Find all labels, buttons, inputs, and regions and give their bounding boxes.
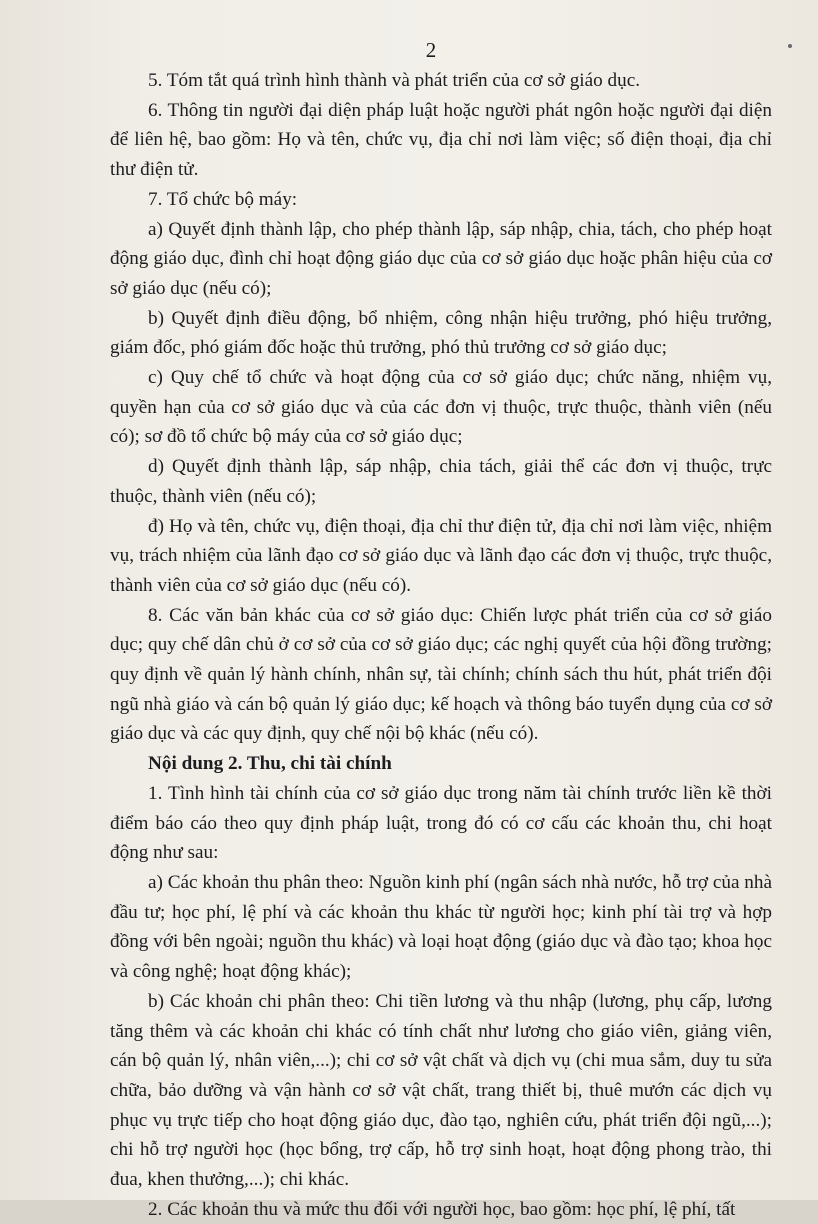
paragraph-8: 8. Các văn bản khác của cơ sở giáo dục: Chiến lược phát triển của cơ sở giáo dục; quy chế dân chủ ở cơ sở của cơ sở giáo dục; các nghị quyết của hội đồng trường; quy định về quản lý hành chính, nhân sự, tài chính; chính sách thu hút, phát triển đội ngũ nhà giáo và cán bộ quản lý giáo dục; kế hoạch và thông báo tuyển dụng của cơ sở giáo dục và các quy định, quy chế nội bộ khác (nếu có). bbox=[110, 604, 772, 745]
paragraph-7: 7. Tổ chức bộ máy: bbox=[148, 188, 298, 210]
paragraph-s2-1a: a) Các khoản thu phân theo: Nguồn kinh phí (ngân sách nhà nước, hỗ trợ của nhà đầu tư; học phí, lệ phí và các khoản thu khác từ người học; kinh phí tài trợ và hợp đồng với bên ngoài; nguồn thu khác) và loại hoạt động (giáo dục và đào tạo; khoa học và công nghệ; hoạt động khác); bbox=[110, 871, 772, 983]
paragraph-7a: a) Quyết định thành lập, cho phép thành lập, sáp nhập, chia, tách, cho phép hoạt động giáo dục, đình chỉ hoạt động giáo dục của cơ sở giáo dục hoặc phân hiệu của cơ sở giáo dục (nếu có); bbox=[110, 218, 772, 299]
page-number: 2 bbox=[425, 38, 437, 62]
paragraph-s2-1b: b) Các khoản chi phân theo: Chi tiền lương và thu nhập (lương, phụ cấp, lương tăng thêm và các khoản chi khác có tính chất như lương cho giáo viên, giảng viên, cán bộ quản lý, nhân viên,...); chi cơ sở vật chất và dịch vụ (chi mua sắm, duy tu sửa chữa, bảo dưỡng và vận hành cơ sở vật chất, trang thiết bị, thuê mướn các dịch vụ phục vụ trực tiếp cho hoạt động giáo dục, đào tạo, nghiên cứu, phát triển đội ngũ,...); chi hỗ trợ người học (học bổng, trợ cấp, hỗ trợ sinh hoạt, hoạt động phong trào, thi đua, khen thưởng,...); chi khác. bbox=[110, 990, 772, 1191]
paragraph-7d: d) Quyết định thành lập, sáp nhập, chia tách, giải thể các đơn vị thuộc, trực thuộc, thành viên (nếu có); bbox=[110, 456, 772, 507]
paragraph-s2-2: 2. Các khoản thu và mức thu đối với người học, bao gồm: học phí, lệ phí, tất bbox=[148, 1198, 736, 1220]
paragraph-5: 5. Tóm tắt quá trình hình thành và phát triển của cơ sở giáo dục. bbox=[148, 70, 641, 91]
section-heading-2: Nội dung 2. Thu, chi tài chính bbox=[148, 753, 392, 775]
paragraph-s2-1: 1. Tình hình tài chính của cơ sở giáo dục trong năm tài chính trước liền kề thời điểm báo cáo theo quy định pháp luật, trong đó có cơ cấu các khoản thu, chi hoạt động như sau: bbox=[110, 782, 772, 864]
paragraph-7b: b) Quyết định điều động, bổ nhiệm, công nhận hiệu trưởng, phó hiệu trưởng, giám đốc, phó giám đốc hoặc thủ trưởng, phó thủ trưởng cơ sở giáo dục; bbox=[110, 307, 772, 359]
paragraph-7dd: đ) Họ và tên, chức vụ, điện thoại, địa chỉ thư điện tử, địa chỉ nơi làm việc, nhiệm vụ, trách nhiệm của lãnh đạo cơ sở giáo dục và lãnh đạo các đơn vị thuộc, trực thuộc, thành viên của cơ sở giáo dục (nếu có). bbox=[110, 515, 772, 596]
paragraph-7c: c) Quy chế tổ chức và hoạt động của cơ sở giáo dục; chức năng, nhiệm vụ, quyền hạn của cơ sở giáo dục và của các đơn vị thuộc, trực thuộc, thành viên (nếu có); sơ đồ tổ chức bộ máy của cơ sở giáo dục; bbox=[110, 367, 772, 448]
paper-speck bbox=[788, 44, 792, 48]
paragraph-6: 6. Thông tin người đại diện pháp luật hoặc người phát ngôn hoặc người đại diện để liên hệ, bao gồm: Họ và tên, chức vụ, địa chỉ nơi làm việc; số điện thoại, địa chỉ thư điện tử. bbox=[110, 99, 772, 181]
